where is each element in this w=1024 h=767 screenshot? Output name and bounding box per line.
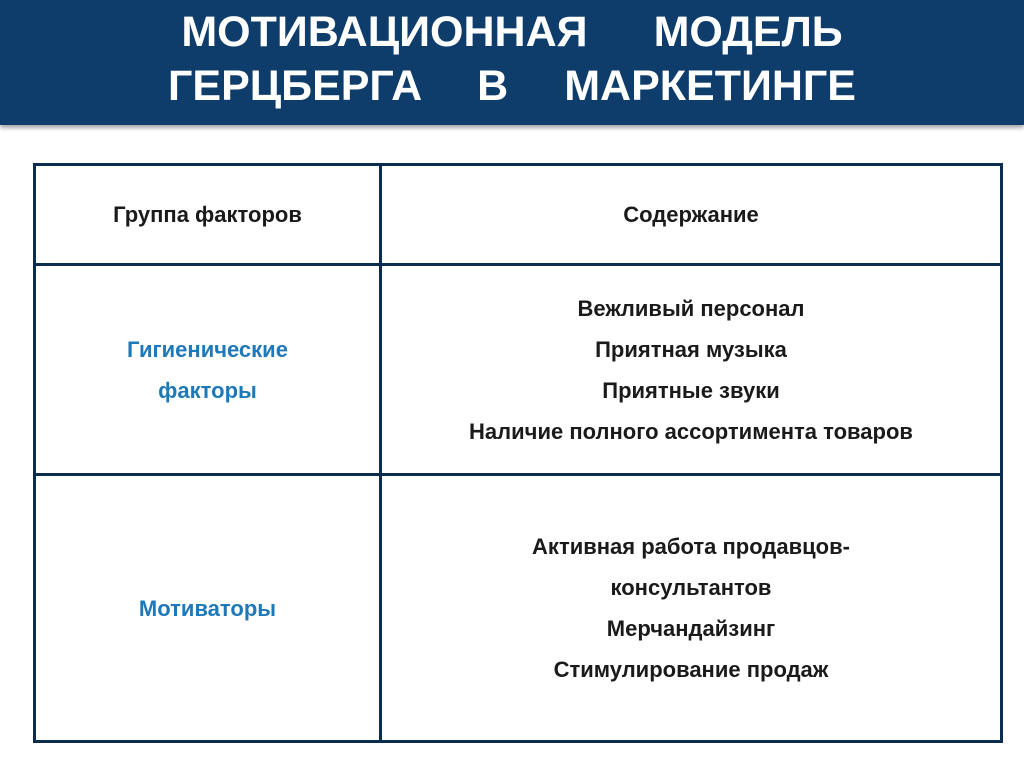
list-item: Стимулирование продаж [553,657,829,682]
table-row [35,475,1002,742]
column-header-group: Группа факторов [35,165,381,265]
title-word: МОДЕЛЬ [653,8,843,56]
list-item: Приятная музыка [595,336,787,362]
list-item: Вежливый персонал [577,295,805,321]
table-row [35,265,1002,475]
list-item: консультантов [610,575,772,600]
title-line-1 [0,8,1024,56]
title-word: МОТИВАЦИОННАЯ [181,8,588,56]
table-header-row [35,165,1002,265]
title-word: ГЕРЦБЕРГА [168,62,423,110]
factors-table [33,163,1003,743]
content-cell [381,475,1002,742]
list-item: Мерчандайзинг [606,616,776,641]
list-item: Приятные звуки [602,377,780,403]
title-word: МАРКЕТИНГЕ [564,62,856,110]
content-cell [381,265,1002,475]
list-item: Активная работа продавцов- [532,534,850,559]
list-item: Наличие полного ассортимента товаров [469,418,913,444]
group-cell [35,475,381,742]
content-list [382,288,1000,452]
content-list [382,526,1000,690]
group-label-hygiene: Гигиенические факторы [127,336,288,403]
title-word: В [477,62,509,110]
factors-table-container [33,163,1000,740]
group-label-motivators: Мотиваторы [138,595,277,621]
column-header-content: Содержание [381,165,1002,265]
group-cell [35,265,381,475]
title-line-2 [0,62,1024,110]
title-banner [0,0,1024,125]
